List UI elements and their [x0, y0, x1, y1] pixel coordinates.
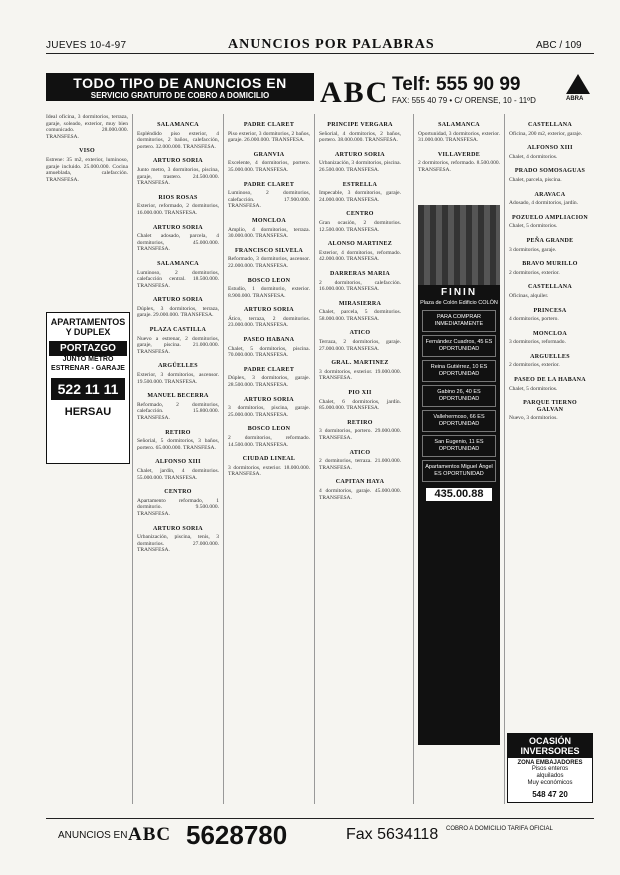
- ad-heading: CASTELLANA: [527, 284, 572, 291]
- ad-text: Oportunidad, 3 dormitorios, exterior. 31.000.000. TRANSFESA.: [418, 130, 500, 144]
- ad-text: Ático, terraza, 2 dormitorios. 23.000.000. TRANSFESA.: [228, 315, 310, 329]
- ad-apart-company: HERSAU: [64, 406, 112, 418]
- ad-apart-phone: 522 11 11: [51, 378, 125, 400]
- ad-text: Chalet, 5 dormitorios.: [509, 223, 558, 230]
- ad-text: Exterior, 3 dormitorios, ascensor. 19.500.000. TRANSFESA.: [137, 372, 219, 385]
- ad-heading: CENTRO: [164, 489, 192, 496]
- ad-text: 4 dormitorios, garaje. 45.000.000. TRANSFESA.: [319, 487, 401, 501]
- ad-heading: ATICO: [349, 449, 371, 456]
- footer-label: ANUNCIOS EN: [58, 830, 128, 841]
- ocasion-sub: ZONA EMBAJADORES: [517, 760, 583, 766]
- ad-text: Urbanización, piscina, tenis, 3 dormitorios. 27.000.000. TRANSFESA.: [137, 534, 219, 554]
- ad-heading: PRINCIPE VERGARA: [327, 122, 393, 128]
- ad-heading: FRANCISCO SILVELA: [234, 247, 304, 254]
- ad-text: Excelente, 4 dormitorios, portero. 35.000.000. TRANSFESA.: [228, 160, 310, 173]
- finin-block: Fernández Cuadros, 45 ES OPORTUNIDAD: [422, 335, 496, 357]
- ad-text: Estudio, 1 dormitorio, exterior. 8.900.000. TRANSFESA.: [228, 286, 310, 299]
- ad-heading: BOSCO LEON: [247, 426, 291, 433]
- finin-block: Reina Gutiérrez, 10 ES OPORTUNIDAD: [422, 360, 496, 382]
- ad-text: Terraza, 2 dormitorios, garaje. 27.000.000. TRANSFESA.: [319, 339, 401, 352]
- column-rule: [223, 114, 224, 804]
- finin-price: 435.00.88: [426, 488, 492, 501]
- ad-text: Luminoso, 2 dormitorios, calefacción central. 18.500.000. TRANSFESA.: [137, 269, 219, 289]
- ad-text: Impecable, 3 dormitorios, garaje. 24.000.000. TRANSFESA.: [319, 190, 401, 203]
- abra-label: ABRA: [566, 96, 584, 102]
- ad-text: Piso exterior, 3 dormitorios, 2 baños, garaje. 26.000.000. TRANSFESA.: [228, 130, 310, 144]
- ad-column: [228, 114, 310, 804]
- ad-text: Reformado, 3 dormitorios, ascensor. 22.000.000. TRANSFESA.: [228, 256, 310, 269]
- ad-heading: ESTRELLA: [342, 181, 378, 188]
- ad-text: Chalet, parcela, piscina.: [509, 176, 562, 183]
- ad-heading: DARRERAS MARIA: [329, 270, 391, 277]
- ad-heading: PADRE CLARET: [243, 366, 295, 373]
- ocasion-phone: 548 47 20: [532, 790, 568, 799]
- column-rule: [413, 114, 414, 804]
- ad-ocasion: [507, 733, 593, 803]
- ad-text: Dúplex, 3 dormitorios, terraza, garaje. 29.000.000. TRANSFESA.: [137, 305, 219, 319]
- ad-heading: GRAL. MARTINEZ: [331, 360, 389, 367]
- ad-heading: PRINCESA: [533, 307, 567, 314]
- ad-column: [319, 114, 401, 804]
- ad-text: Chalet adosado, parcela, 4 dormitorios, 45.000.000. TRANSFESA.: [137, 233, 219, 253]
- ad-heading: ALFONSO XIII: [155, 459, 201, 466]
- ad-column: [137, 114, 219, 804]
- ad-text: Exterior, reformado, 2 dormitorios, 16.000.000. TRANSFESA.: [137, 203, 219, 216]
- finin-block: San Eugenio, 11 ES OPORTUNIDAD: [422, 435, 496, 457]
- ad-heading: RETIRO: [165, 429, 191, 436]
- ad-heading: VILLAVERDE: [437, 151, 481, 158]
- ad-text: Reformado, 2 dormitorios, calefacción. 15.800.000. TRANSFESA.: [137, 401, 219, 421]
- banner: [46, 73, 314, 101]
- finin-brand: FININ: [440, 287, 478, 298]
- ad-heading: ARTURO SORIA: [244, 307, 294, 314]
- ad-heading: VISO: [79, 148, 95, 155]
- ad-text: Chalet, jardín, 4 dormitorios. 55.000.000. TRANSFESA.: [137, 467, 219, 481]
- ad-text: 3 dormitorios, exterior. 19.000.000. TRANSFESA.: [319, 368, 401, 382]
- ad-text: 2 dormitorios, terraza. 21.000.000. TRANSFESA.: [319, 458, 401, 471]
- finin-block: Gabino 26, 40 ES OPORTUNIDAD: [422, 385, 496, 407]
- ad-text: Nuevo a estrenar, 2 dormitorios, garaje, piscina. 21.000.000. TRANSFESA.: [137, 335, 219, 355]
- ad-text: Urbanización, 3 dormitorios, piscina. 26.500.000. TRANSFESA.: [319, 160, 401, 173]
- abra-icon: [566, 74, 590, 94]
- ad-heading: ARTURO SORIA: [153, 297, 203, 304]
- ad-column: [418, 114, 500, 202]
- ad-apart-features: ESTRENAR - GARAJE: [51, 365, 125, 372]
- ad-heading: SALAMANCA: [438, 122, 480, 128]
- ad-heading: POZUELO AMPLIACION: [512, 214, 588, 221]
- ad-text: 2 dormitorios, calefacción. 16.000.000. TRANSFESA.: [319, 279, 401, 293]
- ad-heading: ARAVACA: [534, 191, 566, 198]
- ad-finin: [418, 205, 500, 745]
- ad-heading: SALAMANCA: [157, 122, 199, 128]
- ad-heading: RETIRO: [347, 419, 373, 426]
- header-date: JUEVES 10-4-97: [46, 40, 127, 51]
- column-rule: [132, 114, 133, 804]
- footer-fax: Fax 5634118: [346, 826, 439, 843]
- footer-phone: 5628780: [186, 820, 288, 850]
- ad-text: 3 dormitorios, portero. 29.000.000. TRANSFESA.: [319, 428, 401, 441]
- ad-text: Nuevo, 3 dormitorios.: [509, 415, 558, 422]
- ad-heading: BOSCO LEON: [247, 277, 291, 284]
- ad-text: Chalet, 5 dormitorios, piscina. 70.000.000. TRANSFESA.: [228, 345, 310, 359]
- ad-text: Oficina, 200 m2, exterior, garaje.: [509, 130, 583, 137]
- banner-line2: SERVICIO GRATUITO DE COBRO A DOMICILIO: [90, 91, 270, 100]
- ad-heading: ARTURO SORIA: [153, 224, 203, 231]
- ad-text: Chalet, 5 dormitorios.: [509, 385, 558, 392]
- ad-heading: SALAMANCA: [157, 260, 199, 267]
- ad-column: [509, 114, 591, 726]
- ad-text: Junto metro, 3 dormitorios, piscina, garaje, trastero. 24.500.000. TRANSFESA.: [137, 166, 219, 187]
- ad-text: Apartamento reformado, 1 dormitorio. 9.500.000. TRANSFESA.: [137, 497, 219, 517]
- ad-text: 3 dormitorios, exterior. 18.000.000. TRANSFESA.: [228, 464, 310, 478]
- ad-text: Oficinas, alquiler.: [509, 292, 549, 299]
- finin-block: Apartamentos Miguel Ángel ES OPORTUNIDAD: [422, 460, 496, 482]
- ad-heading: PIO XII: [348, 390, 372, 397]
- ad-text: Dúplex, 3 dormitorios, garaje. 28.500.000. TRANSFESA.: [228, 375, 310, 389]
- ad-text: Adosado, 4 dormitorios, jardín.: [509, 200, 579, 207]
- ad-text: Estrene: 35 m2, exterior, luminoso, garaje incluido. 25.000.000. Cocina amueblada, calefacción. TRANSFESA.: [46, 156, 128, 183]
- ad-heading: MONCLOA: [251, 217, 287, 224]
- ad-text: Amplio, 4 dormitorios, terraza. 30.000.000. TRANSFESA.: [228, 226, 310, 240]
- ad-text: 2 dormitorios, exterior.: [509, 269, 560, 276]
- ad-heading: PADRE CLARET: [243, 122, 295, 128]
- ad-heading: CIUDAD LINEAL: [242, 456, 296, 463]
- ad-heading: PADRE CLARET: [243, 181, 295, 188]
- ad-heading: PASEO HABANA: [243, 337, 295, 344]
- finin-buy-title: PARA COMPRAR INMEDIATAMENTE: [422, 310, 496, 332]
- ad-heading: ARTURO SORIA: [244, 396, 294, 403]
- banner-telf: Telf: 555 90 99: [392, 74, 521, 95]
- ad-heading: PARQUE TIERNO GALVAN: [523, 400, 577, 413]
- ad-heading: PASEO DE LA HABANA: [514, 377, 586, 384]
- footer-abc-logo: ABC: [128, 824, 172, 845]
- ad-heading: PEÑA GRANDE: [526, 237, 574, 244]
- ad-text: Señorial, 4 dormitorios, 2 baños, portero. 38.000.000. TRANSFESA.: [319, 130, 401, 144]
- ad-heading: PLAZA CASTILLA: [149, 327, 207, 334]
- banner-fax: FAX: 555 40 79 • C/ ORENSE, 10 - 11ºD: [392, 96, 536, 105]
- ad-heading: ARGUELLES: [530, 353, 570, 360]
- ad-heading: MIRASIERRA: [338, 300, 382, 307]
- ad-text: 2 dormitorios, reformado. 8.500.000. TRANSFESA.: [418, 160, 500, 173]
- ad-text: Señorial, 5 dormitorios, 3 baños, portero. 65.000.000. TRANSFESA.: [137, 438, 219, 451]
- page-number: ABC / 109: [536, 40, 582, 51]
- ad-text: Chalet, 6 dormitorios, jardín. 85.000.000. TRANSFESA.: [319, 398, 401, 412]
- ad-text: Ideal oficina, 3 dormitorios, terraza, garaje, soleado, exterior, muy bien comunicado. 28.000.000. TRANSFESA.: [46, 114, 128, 140]
- column-rule: [504, 114, 505, 804]
- ocasion-title: OCASIÓN INVERSORES: [508, 734, 592, 758]
- ad-heading: BRAVO MURILLO: [522, 261, 578, 268]
- ad-heading: MONCLOA: [532, 330, 568, 337]
- page-title: ANUNCIOS POR PALABRAS: [228, 37, 435, 52]
- ad-heading: ALONSO MARTINEZ: [327, 241, 393, 248]
- ad-heading: GRANVIA: [253, 151, 285, 158]
- ad-column: [46, 114, 128, 304]
- ad-heading: ARTURO SORIA: [153, 525, 203, 532]
- ad-heading: ARGÜELLES: [158, 363, 198, 370]
- ad-text: Exterior, 4 dormitorios, reformado. 42.000.000. TRANSFESA.: [319, 249, 401, 263]
- ad-text: Chalet, 4 dormitorios.: [509, 153, 558, 160]
- abc-logo: ABC: [320, 76, 390, 109]
- ad-text: 2 dormitorios, exterior.: [509, 362, 560, 369]
- ad-heading: ALFONSO XIII: [527, 145, 573, 152]
- ad-apart-title: APARTAMENTOS Y DUPLEX: [50, 317, 126, 337]
- finin-block: Vallehermoso, 66 ES OPORTUNIDAD: [422, 410, 496, 432]
- ad-apart-name: PORTAZGO: [49, 341, 127, 356]
- ad-heading: RIOS ROSAS: [158, 194, 198, 201]
- ocasion-line3: Muy económicos: [527, 780, 573, 786]
- ad-text: Chalet, parcela, 5 dormitorios. 58.000.000. TRANSFESA.: [319, 309, 401, 322]
- footer-note: COBRO A DOMICILIO TARIFA OFICIAL: [446, 826, 553, 832]
- header-rule: [46, 53, 594, 54]
- ad-text: 2 dormitorios, reformado. 14.500.000. TRANSFESA.: [228, 435, 310, 448]
- ocasion-line1: Pisos enteros: [531, 766, 569, 772]
- ad-apart-metro: JUNTO METRO: [62, 356, 114, 363]
- column-rule: [314, 114, 315, 804]
- ocasion-line2: alquilados: [536, 773, 564, 779]
- ad-apartamentos: [46, 312, 130, 464]
- building-image: [418, 205, 500, 285]
- ad-text: 3 dormitorios, reformado.: [509, 339, 566, 346]
- banner-line1: TODO TIPO DE ANUNCIOS EN: [73, 75, 287, 91]
- ad-heading: ATICO: [349, 330, 371, 337]
- ad-heading: CAPITAN HAYA: [335, 479, 385, 486]
- ad-text: 3 dormitorios, garaje.: [509, 246, 557, 253]
- ad-text: Luminoso, 2 dormitorios, calefacción. 17.900.000. TRANSFESA.: [228, 190, 310, 210]
- finin-address: Plaza de Colón Edificio COLÓN: [420, 300, 498, 306]
- ad-text: Espléndido piso exterior, 4 dormitorios, 2 baños, calefacción, portero. 32.000.000. TRANSFESA.: [137, 130, 219, 150]
- ad-heading: CASTELLANA: [527, 122, 572, 128]
- ad-heading: CENTRO: [346, 211, 374, 218]
- ad-text: Gran ocasión, 2 dormitorios. 12.500.000. TRANSFESA.: [319, 219, 401, 233]
- ad-text: 3 dormitorios, piscina, garaje. 25.000.000. TRANSFESA.: [228, 405, 310, 418]
- ad-heading: PRADO SOMOSAGUAS: [514, 168, 586, 175]
- ad-heading: MANUEL BECERRA: [147, 393, 209, 400]
- ad-heading: ARTURO SORIA: [335, 151, 385, 158]
- ad-text: 4 dormitorios, portero.: [509, 316, 559, 323]
- ad-heading: ARTURO SORIA: [153, 158, 203, 165]
